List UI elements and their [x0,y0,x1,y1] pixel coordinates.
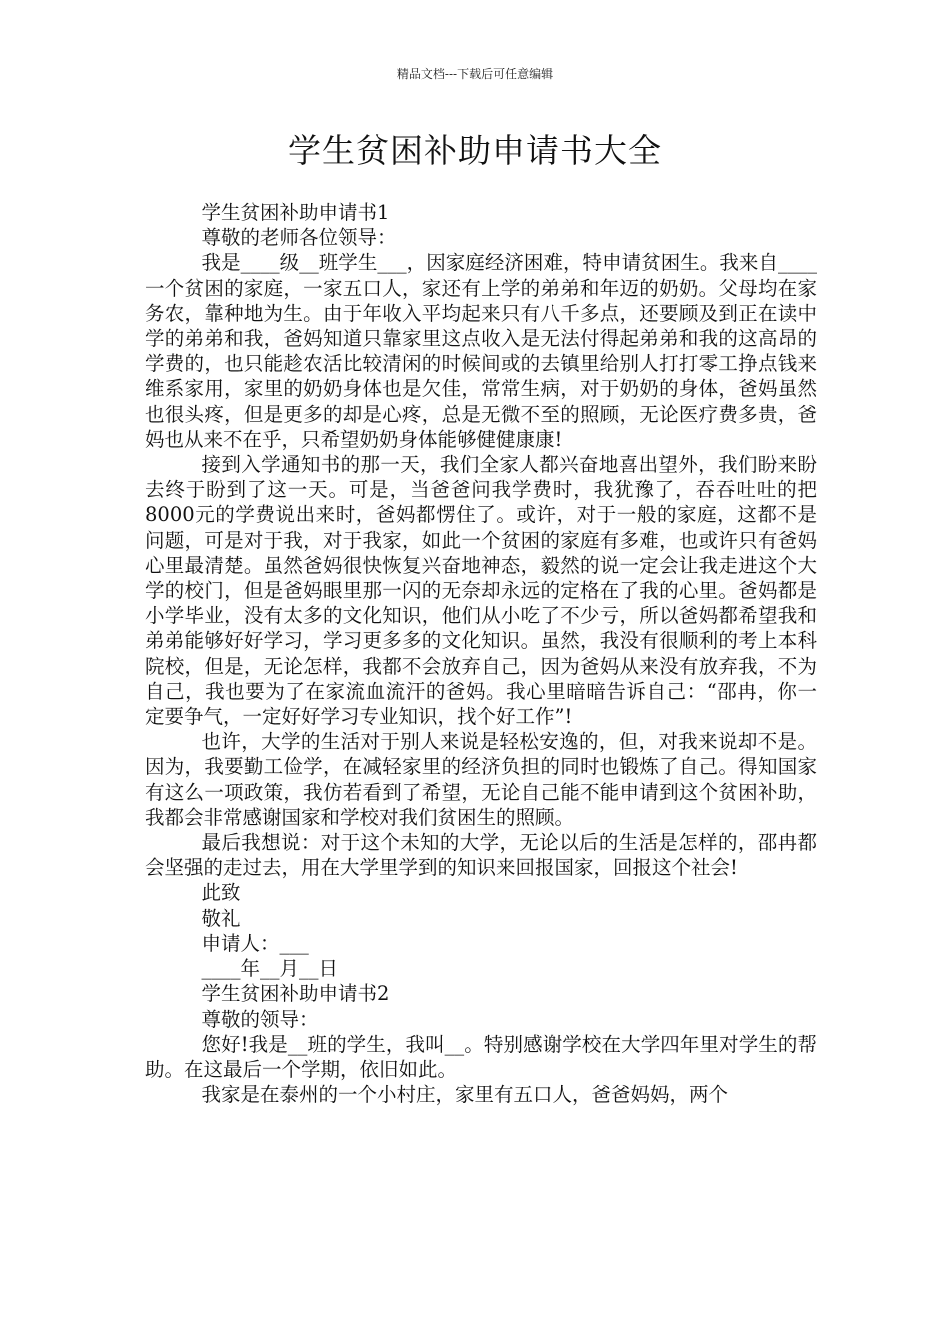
section1-salutation: 尊敬的老师各位领导： [201,226,397,250]
section1-paragraph: 也许，大学的生活对于别人来说是轻松安逸的，但，对我来说却不是。因为，我要勤工俭学，在减轻家里的经济负担的同时也锻炼了自己。得知国家有这么一项政策，我仿若看到了希望，无论自己能不能申请到这个贫困补助，我都会非常感谢国家和学校对我们贫困生的照顾。 [145,730,817,829]
document-title: 学生贫困补助申请书大全 [288,131,662,170]
closing-line: 敬礼 [201,906,241,930]
section1-paragraph: 我是____级__班学生___，因家庭经济困难，特申请贫困生。我来自____一个贫困的家庭，一家五口人，家还有上学的弟弟和年迈的奶奶。父母均在家务农，靠种地为生。由于年收入平均起来只有八千多点，还要顾及到正在读中学的弟弟和我，爸妈知道只靠家里这点收入是无法付得起弟弟和我的这高昂的学费的，也只能趁农活比较清闲的时候间或的去镇里给别人打打零工挣点钱来维系家用，家里的奶奶身体也是欠佳，常常生病，对于奶奶的身体，爸妈虽然也很头疼，但是更多的却是心疼，总是无微不至的照顾，无论医疗费多贵，爸妈也从来不在乎，只希望奶奶身体能够健健康康! [145,251,817,451]
document-body [145,200,817,1107]
date-line: ____年__月__日 [201,957,339,981]
section1-heading: 学生贫困补助申请书1 [201,201,390,224]
applicant-line: 申请人：___ [201,931,309,955]
section1-paragraph: 最后我想说：对于这个未知的大学，无论以后的生活是怎样的，邵冉都会坚强的走过去，用在大学里学到的知识来回报国家，回报这个社会! [145,831,817,880]
section1-paragraph: 接到入学通知书的那一天，我们全家人都兴奋地喜出望外，我们盼来盼去终于盼到了这一天。可是，当爸爸问我学费时，我犹豫了，吞吞吐吐的把8000元的学费说出来时，爸妈都愣住了。或许，对于一般的家庭，这都不是问题，可是对于我，对于我家，如此一个贫困的家庭有多难，也或许只有爸妈心里最清楚。虽然爸妈很快恢复兴奋地神态，毅然的说一定会让我走进这个大学的校门，但是爸妈眼里那一闪的无奈却永远的定格在了我的心里。爸妈都是小学毕业，没有太多的文化知识，他们从小吃了不少亏，所以爸妈都希望我和弟弟能够好好学习，学习更多多的文化知识。虽然，我没有很顺利的考上本科院校，但是，无论怎样，我都不会放弃自己，因为爸妈从来没有放弃我，不为自己，我也要为了在家流血流汗的爸妈。我心里暗暗告诉自己：“邵冉，你一定要争气，一定好好学习专业知识，找个好工作”! [145,453,817,729]
section2-paragraph: 您好!我是__班的学生，我叫__。特别感谢学校在大学四年里对学生的帮助。在这最后一个学期，依旧如此。 [145,1032,817,1081]
section2-paragraph: 我家是在泰州的一个小村庄，家里有五口人，爸爸妈妈，两个 [201,1083,729,1107]
page-header: 精品文档---下载后可任意编辑 [396,67,554,81]
section2-heading: 学生贫困补助申请书2 [201,982,390,1006]
section2-salutation: 尊敬的领导： [201,1007,319,1031]
closing-line: 此致 [201,881,241,905]
